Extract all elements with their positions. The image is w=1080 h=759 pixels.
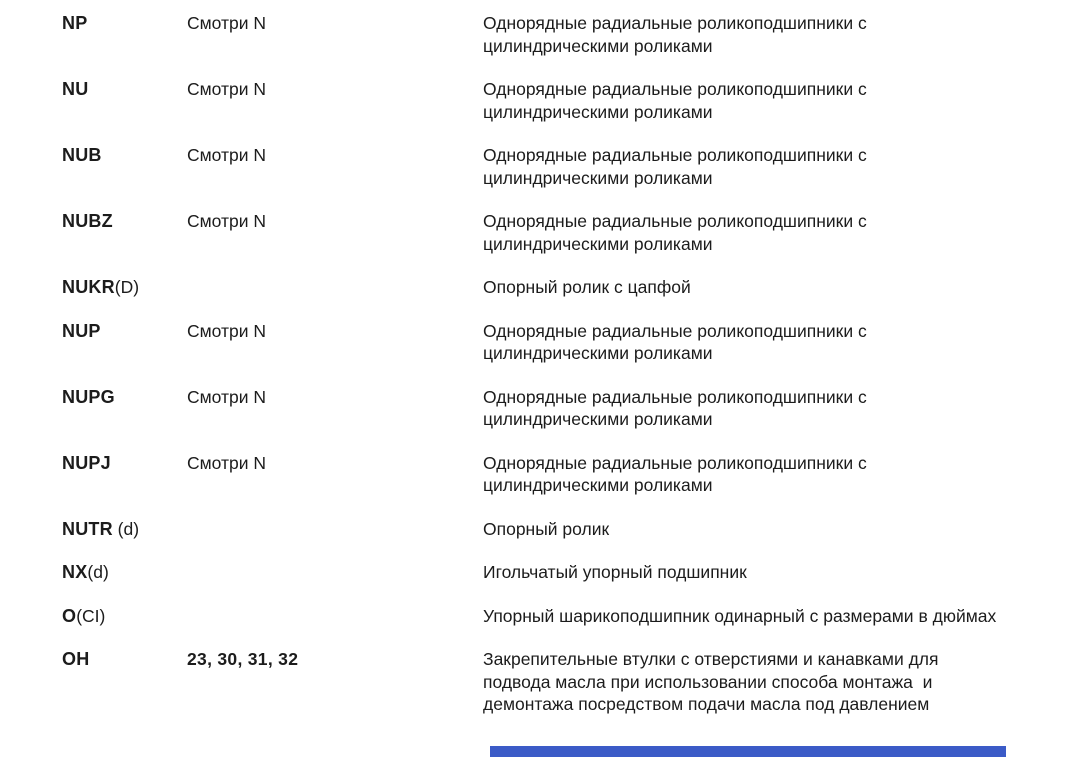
reference-note: Смотри N: [187, 145, 267, 165]
designation-code: NU: [62, 79, 89, 99]
designation-description: Однорядные радиальные роликоподшипники с цилиндрическими роликами: [483, 79, 872, 122]
designation-code-cell: [62, 386, 187, 409]
designation-code-cell: [62, 210, 187, 233]
designation-code-cell: [62, 320, 187, 343]
designation-code: NX: [62, 562, 88, 582]
table-row: [0, 210, 1080, 255]
designation-code: NUPJ: [62, 452, 111, 473]
designation-code: OH: [62, 649, 90, 669]
table-row: [0, 78, 1080, 123]
designation-description: Однорядные радиальные роликоподшипники с цилиндрическими роликами: [483, 145, 872, 188]
designation-description: Игольчатый упорный подшипник: [483, 562, 747, 582]
designation-code: NUTR: [62, 518, 113, 539]
table-row: [0, 276, 1080, 299]
table-row: [0, 518, 1080, 541]
designation-code-cell: [62, 144, 187, 167]
designation-code-cell: [62, 648, 187, 671]
reference-note: Смотри N: [187, 13, 267, 33]
adapter-sleeve-series-numbers: 23, 30, 31, 32: [187, 649, 299, 669]
table-row: [0, 452, 1080, 497]
reference-note: Смотри N: [187, 211, 267, 231]
table-row: [0, 561, 1080, 584]
table-row: [0, 648, 1080, 716]
designation-code-cell: [62, 276, 187, 299]
designation-description: Однорядные радиальные роликоподшипники с цилиндрическими роликами: [483, 386, 872, 429]
designation-description: Однорядные радиальные роликоподшипники с цилиндрическими роликами: [483, 320, 872, 363]
designation-code-suffix: (D): [114, 277, 140, 297]
table-row: [0, 12, 1080, 57]
designation-code-suffix: (CI): [76, 605, 106, 626]
designation-code-cell: [62, 561, 187, 584]
designation-code-cell: [62, 78, 187, 101]
designation-description: Однорядные радиальные роликоподшипники с цилиндрическими роликами: [483, 211, 872, 254]
reference-note: Смотри N: [187, 79, 267, 99]
table-row: [0, 144, 1080, 189]
designation-code-cell: [62, 452, 187, 475]
designation-description: Закрепительные втулки с отверстиями и канавками для подвода масла при использовании способа монтажа и демонтажа посредством подачи масла под давлением: [483, 649, 944, 714]
designation-code: NUPG: [62, 386, 115, 407]
bottom-highlight-bar: [490, 746, 1006, 757]
reference-note: Смотри N: [187, 452, 267, 473]
table-row: [0, 320, 1080, 365]
designation-code-suffix: (d): [112, 518, 140, 539]
designation-description: Однорядные радиальные роликоподшипники с цилиндрическими роликами: [483, 13, 872, 56]
designation-code: NUKR: [62, 277, 115, 297]
reference-note: Смотри N: [187, 320, 267, 341]
designation-description: Опорный ролик: [483, 518, 610, 539]
designation-code: NUBZ: [62, 211, 113, 231]
designation-code-cell: [62, 12, 187, 35]
designation-code: NUB: [62, 145, 102, 165]
designation-code: NUP: [62, 320, 101, 341]
reference-note: Смотри N: [187, 386, 267, 407]
designation-code: O: [62, 605, 77, 626]
table-row: [0, 386, 1080, 431]
designation-code-cell: [62, 605, 187, 628]
designation-code: NP: [62, 13, 88, 33]
designation-description: Упорный шарикоподшипник одинарный с размерами в дюймах: [483, 605, 997, 626]
designation-code-cell: [62, 518, 187, 541]
table-row: [0, 605, 1080, 628]
designation-description: Опорный ролик с цапфой: [483, 277, 691, 297]
designation-code-suffix: (d): [87, 562, 109, 582]
designation-description: Однорядные радиальные роликоподшипники с цилиндрическими роликами: [483, 452, 872, 495]
